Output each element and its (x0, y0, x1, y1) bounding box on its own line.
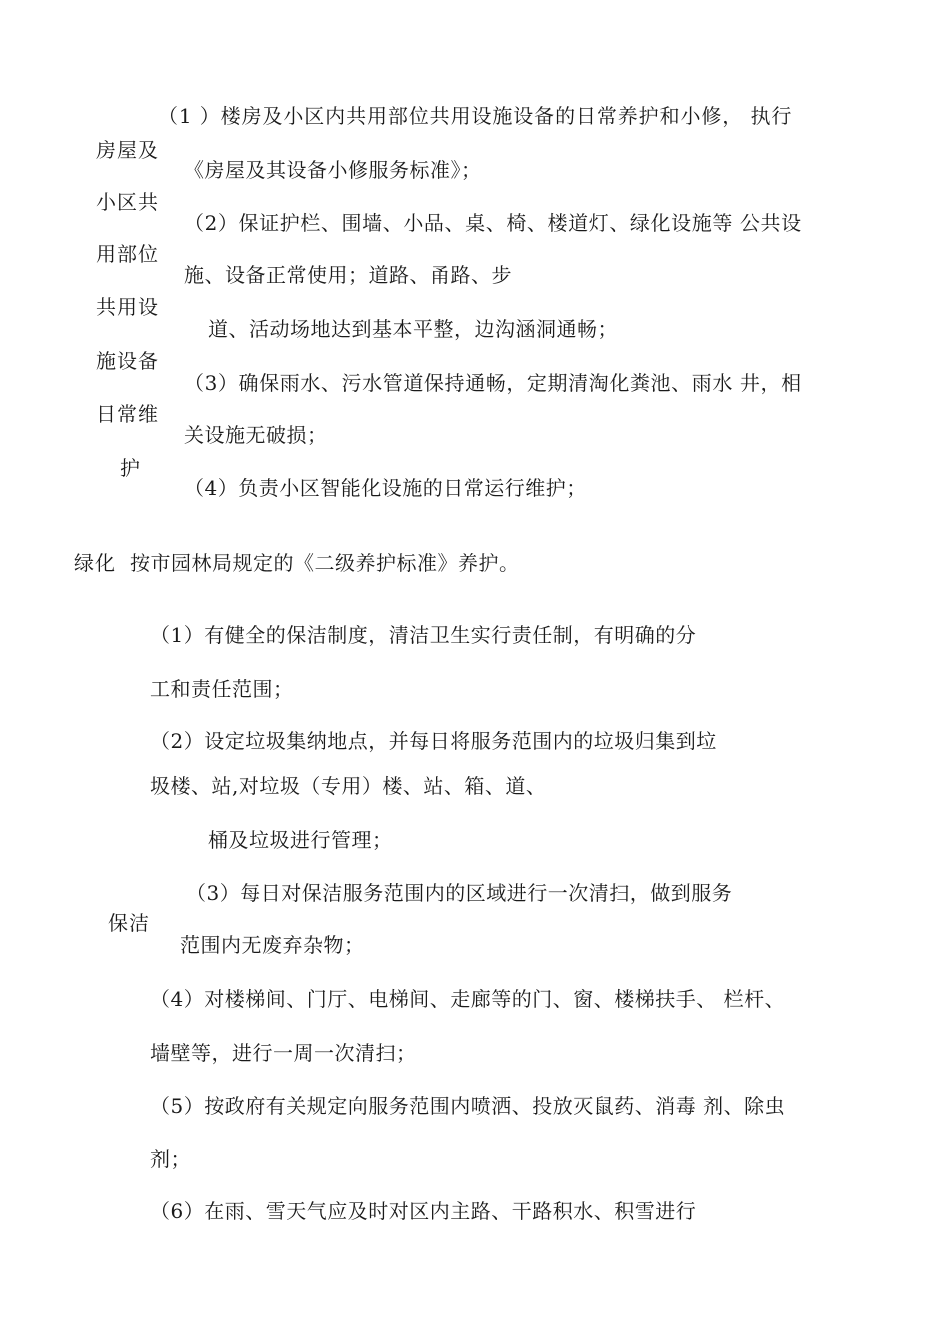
house-label-line: 房屋及 (96, 138, 159, 162)
house-line: （4）负责小区智能化设施的日常运行维护； (184, 476, 587, 500)
clean-line: 工和责任范围； (150, 677, 294, 701)
clean-label: 保洁 (108, 911, 150, 935)
clean-line: （4）对楼梯间、门厅、电梯间、走廊等的门、窗、楼梯扶手、 栏杆、 (150, 987, 786, 1011)
green-label: 绿化 (74, 551, 116, 575)
house-line: 《房屋及其设备小修服务标准》； (184, 158, 482, 182)
clean-line: 墙壁等，进行一周一次清扫； (150, 1041, 417, 1065)
house-line: （1 ）楼房及小区内共用部位共用设施设备的日常养护和小修， 执行 (158, 104, 793, 128)
house-label-line: 共用设 (96, 295, 159, 319)
house-line: 道、活动场地达到基本平整，边沟涵洞通畅； (208, 317, 618, 341)
house-label-line: 护 (120, 456, 141, 480)
house-line: （2）保证护栏、围墙、小品、桌、椅、楼道灯、绿化设施等 公共设 (184, 211, 802, 235)
clean-line: 范围内无废弃杂物； (180, 933, 365, 957)
clean-line: （3）每日对保洁服务范围内的区域进行一次清扫，做到服务 (186, 881, 733, 905)
clean-line: （1）有健全的保洁制度，清洁卫生实行责任制，有明确的分 (150, 623, 697, 647)
clean-line: （5）按政府有关规定向服务范围内喷洒、投放灭鼠药、消毒 剂、除虫 (150, 1094, 786, 1118)
clean-line: （2）设定垃圾集纳地点，并每日将服务范围内的垃圾归集到垃 (150, 729, 717, 753)
clean-line: 桶及垃圾进行管理； (208, 828, 393, 852)
house-line: 施、设备正常使用；道路、甬路、步 (184, 263, 512, 287)
house-line: 关设施无破损； (184, 423, 328, 447)
house-label-line: 施设备 (96, 349, 159, 373)
house-line: （3）确保雨水、污水管道保持通畅，定期清淘化粪池、雨水 井，相 (184, 371, 802, 395)
clean-line: 剂； (150, 1147, 191, 1171)
clean-line: 圾楼、站,对垃圾（专用）楼、站、箱、道、 (150, 774, 547, 798)
clean-line: （6）在雨、雪天气应及时对区内主路、干路积水、积雪进行 (150, 1199, 697, 1223)
green-text: 按市园林局规定的《二级养护标准》养护。 (130, 551, 520, 575)
house-label-line: 日常维 (96, 402, 159, 426)
house-label-line: 小区共 (96, 190, 159, 214)
house-label-line: 用部位 (96, 242, 159, 266)
